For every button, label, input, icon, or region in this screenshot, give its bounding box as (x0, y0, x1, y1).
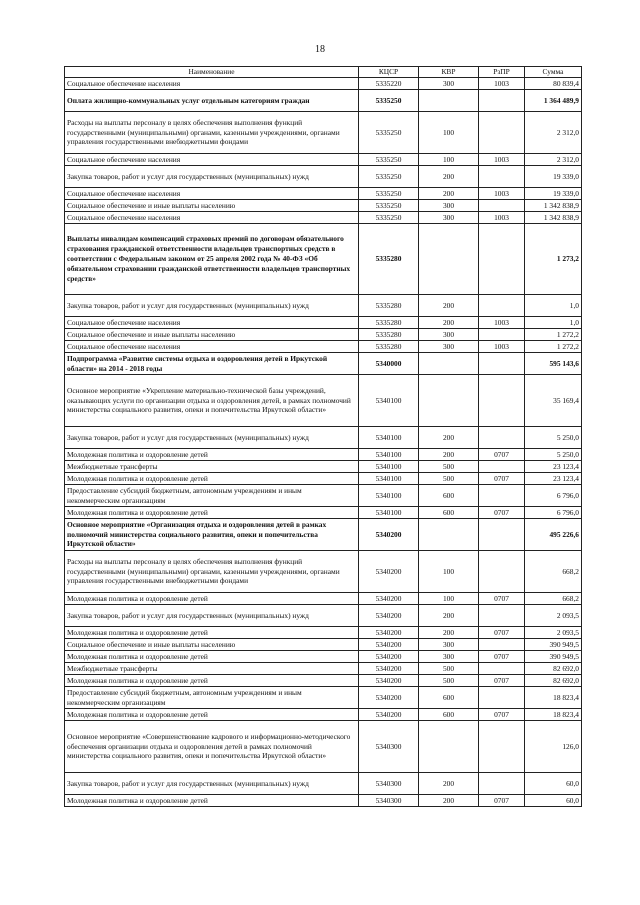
cell-name: Закупка товаров, работ и услуг для государственных (муниципальных) нужд (65, 295, 359, 317)
cell-sum: 668,2 (525, 593, 582, 605)
table-row (65, 188, 582, 200)
cell-rzpr (479, 295, 525, 317)
cell-name: Молодежная политика и оздоровление детей (65, 593, 359, 605)
table-row (65, 427, 582, 449)
cell-sum: 2 312,0 (525, 112, 582, 154)
table-row (65, 473, 582, 485)
cell-rzpr: 1003 (479, 317, 525, 329)
header-kcsr: КЦСР (359, 67, 419, 78)
cell-kvr: 200 (419, 605, 479, 627)
cell-name: Межбюджетные трансферты (65, 461, 359, 473)
cell-kvr: 200 (419, 317, 479, 329)
table-row (65, 90, 582, 112)
cell-kvr: 500 (419, 675, 479, 687)
table-row (65, 687, 582, 709)
cell-name: Подпрограмма «Развитие системы отдыха и оздоровления детей в Иркутской области» на 2014 - 2018 годы (65, 353, 359, 375)
cell-kcsr: 5335250 (359, 188, 419, 200)
table-row (65, 78, 582, 90)
cell-kcsr: 5335250 (359, 212, 419, 224)
cell-kcsr: 5340200 (359, 627, 419, 639)
header-kvr: КВР (419, 67, 479, 78)
cell-name: Предоставление субсидий бюджетным, автономным учреждениям и иным некоммерческим организациям (65, 687, 359, 709)
cell-sum: 2 093,5 (525, 605, 582, 627)
cell-kcsr: 5340200 (359, 687, 419, 709)
cell-kvr: 100 (419, 551, 479, 593)
table-row (65, 154, 582, 166)
cell-kcsr: 5335280 (359, 224, 419, 295)
cell-kvr: 200 (419, 166, 479, 188)
cell-sum: 6 796,0 (525, 485, 582, 507)
cell-kvr (419, 375, 479, 427)
cell-kvr: 100 (419, 112, 479, 154)
cell-kvr: 200 (419, 295, 479, 317)
cell-rzpr (479, 519, 525, 551)
cell-kvr: 300 (419, 651, 479, 663)
cell-sum: 1 364 489,9 (525, 90, 582, 112)
cell-sum: 1 342 838,9 (525, 200, 582, 212)
cell-name: Социальное обеспечение населения (65, 212, 359, 224)
cell-kcsr: 5335280 (359, 295, 419, 317)
cell-name: Молодежная политика и оздоровление детей (65, 627, 359, 639)
cell-kvr: 300 (419, 329, 479, 341)
cell-rzpr: 0707 (479, 449, 525, 461)
cell-sum: 1 342 838,9 (525, 212, 582, 224)
cell-sum: 18 823,4 (525, 709, 582, 721)
cell-sum: 1 273,2 (525, 224, 582, 295)
cell-name: Социальное обеспечение населения (65, 188, 359, 200)
cell-sum: 595 143,6 (525, 353, 582, 375)
cell-kcsr: 5340200 (359, 519, 419, 551)
cell-kvr: 200 (419, 427, 479, 449)
cell-rzpr (479, 112, 525, 154)
cell-kcsr: 5340300 (359, 721, 419, 773)
cell-rzpr (479, 773, 525, 795)
cell-rzpr: 0707 (479, 651, 525, 663)
cell-kvr: 200 (419, 188, 479, 200)
cell-sum: 19 339,0 (525, 188, 582, 200)
cell-sum: 82 692,0 (525, 663, 582, 675)
cell-kvr: 300 (419, 212, 479, 224)
cell-rzpr (479, 90, 525, 112)
table-row (65, 675, 582, 687)
cell-sum: 82 692,0 (525, 675, 582, 687)
cell-kvr: 100 (419, 154, 479, 166)
table-row (65, 295, 582, 317)
cell-kvr: 100 (419, 593, 479, 605)
table-row (65, 663, 582, 675)
table-row (65, 795, 582, 807)
cell-rzpr (479, 605, 525, 627)
table-row (65, 461, 582, 473)
header-sum: Сумма (525, 67, 582, 78)
table-row (65, 200, 582, 212)
cell-sum: 5 250,0 (525, 449, 582, 461)
cell-kcsr: 5335220 (359, 78, 419, 90)
page-number: 18 (315, 44, 325, 55)
cell-name: Социальное обеспечение населения (65, 317, 359, 329)
cell-kcsr: 5335250 (359, 200, 419, 212)
cell-kcsr: 5340200 (359, 675, 419, 687)
cell-rzpr (479, 721, 525, 773)
cell-name: Молодежная политика и оздоровление детей (65, 651, 359, 663)
cell-sum: 60,0 (525, 773, 582, 795)
cell-rzpr (479, 687, 525, 709)
cell-rzpr: 0707 (479, 627, 525, 639)
header-name: Наименование (65, 67, 359, 78)
cell-rzpr: 0707 (479, 675, 525, 687)
table-row (65, 375, 582, 427)
cell-name: Предоставление субсидий бюджетным, автономным учреждениям и иным некоммерческим организациям (65, 485, 359, 507)
cell-name: Основное мероприятие «Организация отдыха и оздоровления детей в рамках полномочий министерства социального развития, опеки и попечительства Иркутской области» (65, 519, 359, 551)
cell-rzpr: 0707 (479, 709, 525, 721)
cell-kvr (419, 90, 479, 112)
cell-kcsr: 5335250 (359, 154, 419, 166)
budget-table (64, 66, 582, 807)
cell-name: Выплаты инвалидам компенсаций страховых премий по договорам обязательного страхования гражданской ответственности владельцев транспортных средств в соответствии с Федеральным законом от 25 апреля 2002 года № 40-ФЗ «Об обязательном страховании гражданской ответственности владельцев транспортных средств» (65, 224, 359, 295)
cell-kcsr: 5340100 (359, 473, 419, 485)
table-row (65, 651, 582, 663)
table-row (65, 721, 582, 773)
cell-name: Молодежная политика и оздоровление детей (65, 709, 359, 721)
table-row (65, 485, 582, 507)
cell-name: Основное мероприятие «Укрепление материально-технической базы учреждений, оказывающих услуги по организации отдыха и оздоровления детей, в рамках полномочий министерства социального развития, опеки и попечительства Иркутской области» (65, 375, 359, 427)
cell-kvr (419, 721, 479, 773)
cell-rzpr (479, 166, 525, 188)
cell-rzpr: 0707 (479, 473, 525, 485)
cell-kcsr: 5340200 (359, 639, 419, 651)
cell-kvr: 300 (419, 341, 479, 353)
table-row (65, 224, 582, 295)
cell-name: Межбюджетные трансферты (65, 663, 359, 675)
cell-name: Закупка товаров, работ и услуг для государственных (муниципальных) нужд (65, 166, 359, 188)
table-row (65, 627, 582, 639)
cell-kvr: 200 (419, 773, 479, 795)
cell-kcsr: 5340300 (359, 795, 419, 807)
cell-sum: 495 226,6 (525, 519, 582, 551)
cell-name: Молодежная политика и оздоровление детей (65, 507, 359, 519)
cell-rzpr: 1003 (479, 341, 525, 353)
cell-sum: 668,2 (525, 551, 582, 593)
cell-name: Социальное обеспечение и иные выплаты населению (65, 639, 359, 651)
cell-name: Молодежная политика и оздоровление детей (65, 449, 359, 461)
cell-sum: 80 839,4 (525, 78, 582, 90)
cell-rzpr: 0707 (479, 795, 525, 807)
cell-name: Молодежная политика и оздоровление детей (65, 675, 359, 687)
cell-kvr: 500 (419, 663, 479, 675)
cell-kcsr: 5340100 (359, 427, 419, 449)
cell-rzpr (479, 461, 525, 473)
cell-kcsr: 5335250 (359, 90, 419, 112)
cell-kcsr: 5340200 (359, 593, 419, 605)
cell-sum: 19 339,0 (525, 166, 582, 188)
cell-kcsr: 5340100 (359, 449, 419, 461)
cell-kcsr: 5340000 (359, 353, 419, 375)
cell-rzpr (479, 329, 525, 341)
cell-kvr: 600 (419, 687, 479, 709)
cell-kcsr: 5340100 (359, 461, 419, 473)
cell-rzpr (479, 200, 525, 212)
cell-sum: 2 312,0 (525, 154, 582, 166)
cell-sum: 1,0 (525, 295, 582, 317)
cell-sum: 5 250,0 (525, 427, 582, 449)
cell-kvr: 600 (419, 485, 479, 507)
cell-name: Закупка товаров, работ и услуг для государственных (муниципальных) нужд (65, 427, 359, 449)
cell-kvr: 200 (419, 627, 479, 639)
table-row (65, 519, 582, 551)
cell-rzpr: 1003 (479, 154, 525, 166)
cell-kvr (419, 224, 479, 295)
table-row (65, 449, 582, 461)
cell-kcsr: 5335250 (359, 112, 419, 154)
cell-kvr (419, 353, 479, 375)
cell-rzpr (479, 485, 525, 507)
cell-name: Социальное обеспечение и иные выплаты населению (65, 329, 359, 341)
cell-rzpr (479, 224, 525, 295)
cell-sum: 1,0 (525, 317, 582, 329)
cell-sum: 390 949,5 (525, 651, 582, 663)
table-row (65, 212, 582, 224)
cell-kvr: 300 (419, 639, 479, 651)
cell-rzpr (479, 353, 525, 375)
cell-name: Социальное обеспечение и иные выплаты населению (65, 200, 359, 212)
cell-kcsr: 5340200 (359, 551, 419, 593)
table-row (65, 112, 582, 154)
cell-kvr: 200 (419, 449, 479, 461)
cell-rzpr (479, 375, 525, 427)
cell-kcsr: 5340100 (359, 507, 419, 519)
cell-name: Социальное обеспечение населения (65, 341, 359, 353)
header-rzpr: РзПР (479, 67, 525, 78)
cell-kvr: 200 (419, 795, 479, 807)
cell-kcsr: 5340100 (359, 485, 419, 507)
cell-rzpr: 1003 (479, 78, 525, 90)
table-row (65, 507, 582, 519)
cell-sum: 126,0 (525, 721, 582, 773)
cell-rzpr (479, 663, 525, 675)
cell-kcsr: 5340200 (359, 663, 419, 675)
cell-kvr: 600 (419, 709, 479, 721)
table-row (65, 605, 582, 627)
cell-sum: 1 272,2 (525, 341, 582, 353)
cell-name: Закупка товаров, работ и услуг для государственных (муниципальных) нужд (65, 773, 359, 795)
table-row (65, 773, 582, 795)
cell-sum: 2 093,5 (525, 627, 582, 639)
cell-kvr: 600 (419, 507, 479, 519)
cell-kcsr: 5335280 (359, 341, 419, 353)
table-row (65, 639, 582, 651)
cell-name: Оплата жилищно-коммунальных услуг отдельным категориям граждан (65, 90, 359, 112)
cell-rzpr: 0707 (479, 507, 525, 519)
cell-sum: 35 169,4 (525, 375, 582, 427)
cell-sum: 23 123,4 (525, 473, 582, 485)
cell-kcsr: 5340100 (359, 375, 419, 427)
cell-kvr: 300 (419, 78, 479, 90)
cell-rzpr: 0707 (479, 593, 525, 605)
cell-sum: 18 823,4 (525, 687, 582, 709)
table-body (65, 78, 582, 807)
cell-rzpr: 1003 (479, 212, 525, 224)
cell-name: Социальное обеспечение населения (65, 154, 359, 166)
table-row (65, 593, 582, 605)
cell-name: Молодежная политика и оздоровление детей (65, 473, 359, 485)
cell-kvr: 500 (419, 461, 479, 473)
cell-kcsr: 5335280 (359, 329, 419, 341)
cell-kcsr: 5340200 (359, 605, 419, 627)
cell-sum: 1 272,2 (525, 329, 582, 341)
table-row (65, 709, 582, 721)
cell-rzpr (479, 427, 525, 449)
table-row (65, 317, 582, 329)
cell-name: Расходы на выплаты персоналу в целях обеспечения выполнения функций государственными (муниципальными) органами, казенными учреждениями, органами управления государственными внебюджетными фондами (65, 112, 359, 154)
cell-kvr: 300 (419, 200, 479, 212)
cell-sum: 390 949,5 (525, 639, 582, 651)
cell-kcsr: 5335250 (359, 166, 419, 188)
cell-rzpr: 1003 (479, 188, 525, 200)
cell-rzpr (479, 639, 525, 651)
table-header-row (65, 67, 582, 78)
cell-sum: 60,0 (525, 795, 582, 807)
cell-kcsr: 5340200 (359, 651, 419, 663)
cell-kvr (419, 519, 479, 551)
cell-name: Основное мероприятие «Совершенствование кадрового и информационно-методического обеспечения организации отдыха и оздоровления детей в рамках полномочий министерства социального развития, опеки и попечительства Иркутской области» (65, 721, 359, 773)
cell-kcsr: 5340300 (359, 773, 419, 795)
cell-name: Молодежная политика и оздоровление детей (65, 795, 359, 807)
table-row (65, 341, 582, 353)
cell-name: Социальное обеспечение населения (65, 78, 359, 90)
cell-sum: 23 123,4 (525, 461, 582, 473)
cell-kcsr: 5340200 (359, 709, 419, 721)
cell-kvr: 500 (419, 473, 479, 485)
table-row (65, 551, 582, 593)
table-row (65, 353, 582, 375)
table-row (65, 329, 582, 341)
cell-rzpr (479, 551, 525, 593)
table-row (65, 166, 582, 188)
cell-name: Расходы на выплаты персоналу в целях обеспечения выполнения функций государственными (муниципальными) органами, казенными учреждениями, органами управления государственными внебюджетными фондами (65, 551, 359, 593)
cell-sum: 6 796,0 (525, 507, 582, 519)
cell-kcsr: 5335280 (359, 317, 419, 329)
cell-name: Закупка товаров, работ и услуг для государственных (муниципальных) нужд (65, 605, 359, 627)
